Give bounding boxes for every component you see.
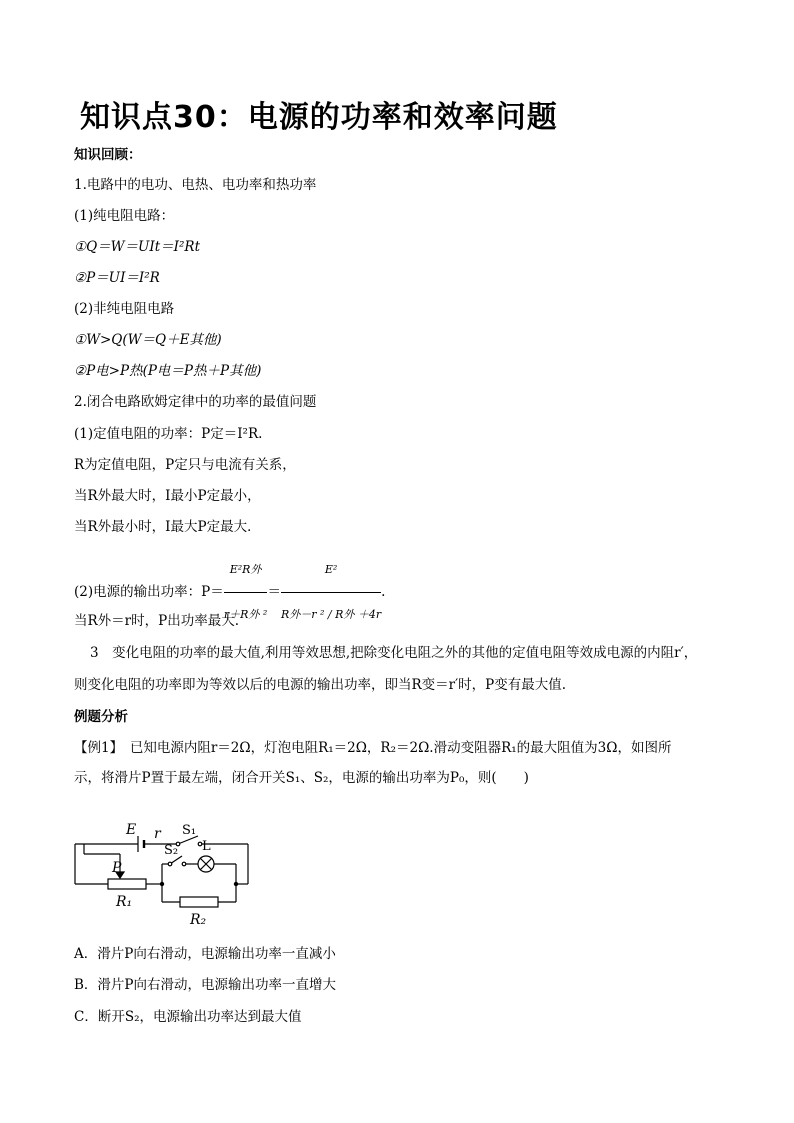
resistor-r1 (108, 879, 146, 889)
text-line: R为定值电阻，P定只与电流有关系， (74, 457, 296, 473)
text-line: (2)非纯电阻电路 (74, 301, 175, 317)
label-p: P (112, 860, 122, 876)
label-r2: R₂ (190, 912, 207, 928)
formula-line: ①Q＝W＝UIt＝I²Rt (74, 239, 201, 255)
fraction-1-denominator: r＋R外 ² (223, 608, 268, 621)
equals-sign: ＝ (267, 584, 281, 600)
option-a: A．滑片P向右滑动，电源输出功率一直减小 (74, 946, 336, 962)
fraction-2-denominator: R外－r ² / R外 ＋4r (280, 608, 382, 621)
page-title: 知识点30：电源的功率和效率问题 (80, 100, 558, 135)
section-heading-review: 知识回顾： (74, 147, 142, 163)
section-heading-example: 例题分析 (74, 709, 128, 725)
label-l: L (202, 839, 211, 854)
formula-line: ②P电>P热(P电＝P热＋P其他) (74, 363, 262, 379)
text-line: (1)定值电阻的功率：P定＝I²R. (74, 426, 263, 442)
option-b: B．滑片P向右滑动，电源输出功率一直增大 (74, 977, 337, 993)
text-line: 当R外最小时，I最大P定最大． (74, 519, 261, 535)
example-line: 示，将滑片P置于最左端，闭合开关S₁、S₂，电源的输出功率为P₀，则( ) (74, 770, 529, 786)
example-line: 【例1】 已知电源内阻r＝2Ω，灯泡电阻R₁＝2Ω，R₂＝2Ω.滑动变阻器R₁的最大阻值为3Ω，如图所 (74, 740, 672, 756)
text-line: 则变化电阻的功率即为等效以后的电源的输出功率，即当R变＝r′时，P变有最大值. (74, 677, 567, 693)
fraction-1-numerator: E²R外 (224, 550, 268, 593)
text-line: 当R外＝r时，P出功率最大. (74, 613, 239, 629)
option-c: C．断开S₂，电源输出功率达到最大值 (74, 1009, 302, 1025)
text-line: 2.闭合电路欧姆定律中的功率的最值问题 (74, 394, 317, 410)
formula-prefix: (2)电源的输出功率：P＝ (74, 584, 224, 600)
text-line: 1.电路中的电功、电热、电功率和热功率 (74, 177, 317, 193)
label-r: r (154, 826, 161, 842)
formula-line: ②P＝UI＝I²R (74, 270, 160, 286)
label-s1: S₁ (182, 823, 197, 838)
fraction-2 (281, 550, 381, 635)
fraction-2-numerator: E² (281, 550, 381, 593)
label-s2: S₂ (164, 843, 179, 858)
text-line: 当R外最大时，I最小P定最小， (74, 488, 261, 504)
text-line: (1)纯电阻电路： (74, 208, 175, 224)
period: . (381, 584, 386, 600)
label-e: E (126, 822, 137, 838)
text-line: 3 变化电阻的功率的最大值,利用等效思想,把除变化电阻之外的其他的定值电阻等效成电源的内阻r′， (90, 645, 698, 661)
circuit-diagram (70, 820, 260, 935)
resistor-r2 (180, 897, 218, 907)
label-r1: R₁ (116, 894, 133, 910)
formula-line: ①W>Q(W＝Q＋E其他) (74, 332, 222, 348)
